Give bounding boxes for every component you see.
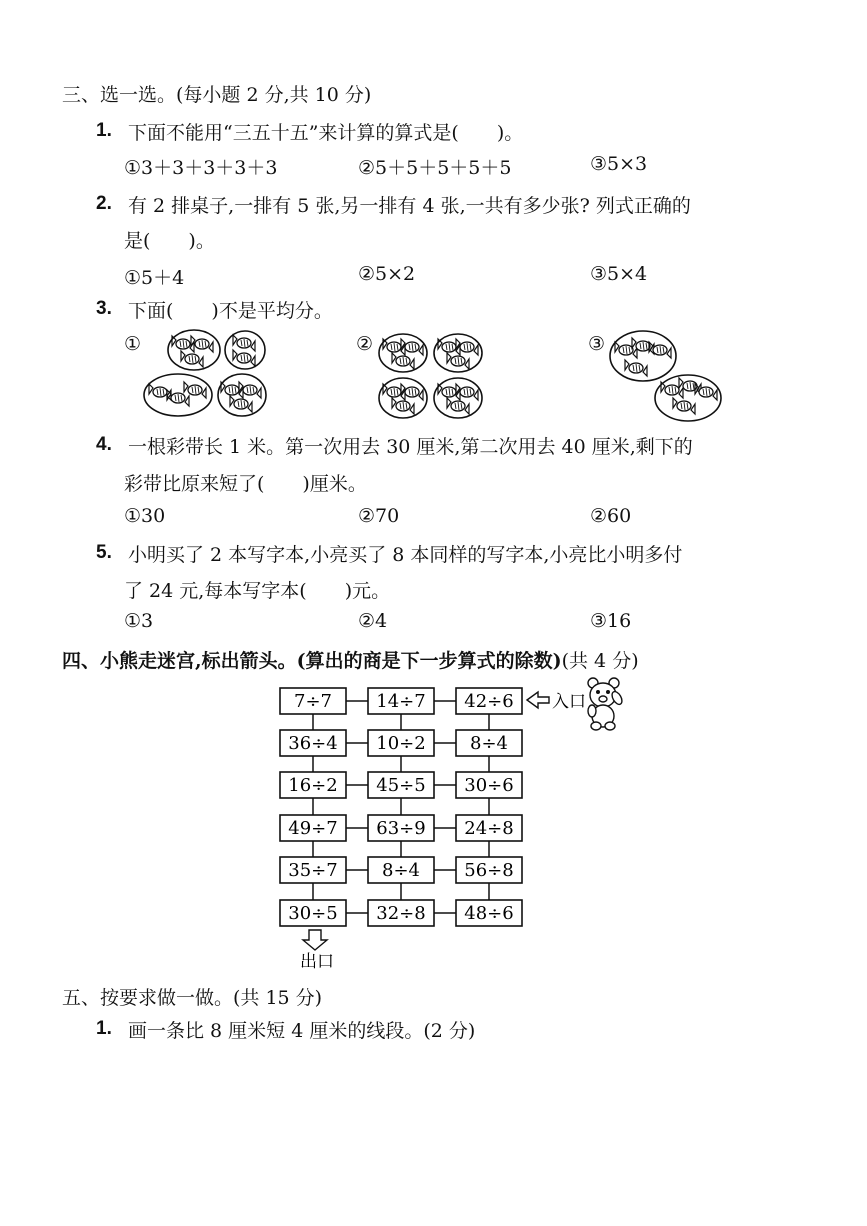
q4-text-line1: 一根彩带长 1 米。第一次用去 30 厘米,第二次用去 40 厘米,剩下的 [128, 436, 693, 458]
q5-option-2: ②4 [358, 610, 388, 632]
q5-text-line1: 小明买了 2 本写字本,小亮买了 8 本同样的写字本,小亮比小明多付 [128, 544, 683, 566]
maze-cell-expression: 16÷2 [288, 775, 338, 796]
maze-cell-expression: 45÷5 [376, 775, 426, 796]
maze-cell-expression: 24÷8 [464, 818, 514, 839]
section4-title-score: (共 4 分) [561, 650, 639, 672]
maze-cell-expression: 56÷8 [464, 860, 514, 881]
q4-option-3: ②60 [590, 505, 632, 527]
q2-option-2: ②5×2 [358, 263, 416, 285]
q2-number: 2. [96, 193, 112, 214]
q3-option-3-label: ③ [588, 333, 606, 355]
q2-option-1: ①5＋4 [124, 267, 185, 289]
maze-cell [280, 730, 346, 756]
q3-option-2-label: ② [356, 333, 374, 355]
maze-cell [368, 857, 434, 883]
s5-q1-text: 画一条比 8 厘米短 4 厘米的线段。(2 分) [128, 1020, 476, 1042]
q2-text-line1: 有 2 排桌子,一排有 5 张,另一排有 4 张,一共有多少张? 列式正确的 [128, 195, 691, 217]
maze-cell [368, 688, 434, 714]
q4-text-line2: 彩带比原来短了( )厘米。 [124, 473, 367, 495]
q1-option-2: ②5＋5＋5＋5＋5 [358, 157, 512, 179]
entrance-label: 入口 [552, 692, 586, 712]
maze-cell [456, 900, 522, 926]
maze-cell [368, 772, 434, 798]
q5-text-line2: 了 24 元,每本写字本( )元。 [124, 580, 391, 602]
q4-option-1: ①30 [124, 505, 166, 527]
maze-cell [280, 857, 346, 883]
section5-title: 五、按要求做一做。(共 15 分) [62, 987, 323, 1009]
maze-cell [456, 772, 522, 798]
q2-text-line2: 是( )。 [124, 230, 215, 252]
q5-option-3: ③16 [590, 610, 632, 632]
maze-cell-expression: 36÷4 [288, 733, 338, 754]
s5-q1-number: 1. [96, 1018, 112, 1039]
maze-cell [368, 900, 434, 926]
q3-option-1-label: ① [124, 333, 142, 355]
maze-cell-expression: 8÷4 [382, 860, 420, 881]
maze-cell [280, 900, 346, 926]
q4-option-2: ②70 [358, 505, 400, 527]
maze-cell-expression: 30÷5 [288, 903, 338, 924]
maze-cell-expression: 49÷7 [288, 818, 338, 839]
bear-icon [588, 678, 624, 730]
q1-number: 1. [96, 120, 112, 141]
q1-text: 下面不能用“三五十五”来计算的算式是( )。 [128, 122, 524, 144]
q3-text: 下面( )不是平均分。 [128, 300, 333, 322]
section4-title-main: 四、小熊走迷宫,标出箭头。(算出的商是下一步算式的除数) [62, 650, 562, 672]
maze-cell-expression: 10÷2 [376, 733, 426, 754]
maze-cell [456, 857, 522, 883]
maze-cell-expression: 8÷4 [470, 733, 508, 754]
q2-option-3: ③5×4 [590, 263, 648, 285]
maze-cell-expression: 32÷8 [376, 903, 426, 924]
q3-number: 3. [96, 298, 112, 319]
maze-cell [456, 730, 522, 756]
q4-number: 4. [96, 434, 112, 455]
maze-cell [368, 815, 434, 841]
maze-cell-expression: 14÷7 [376, 691, 426, 712]
maze-cell-expression: 63÷9 [376, 818, 426, 839]
maze-cell-expression: 30÷6 [464, 775, 514, 796]
q1-option-3: ③5×3 [590, 153, 648, 175]
maze-cell-expression: 42÷6 [464, 691, 514, 712]
maze-cell [280, 815, 346, 841]
maze-cell [456, 815, 522, 841]
maze-cell [280, 688, 346, 714]
exit-label: 出口 [300, 952, 334, 972]
maze-cell-expression: 7÷7 [294, 691, 332, 712]
maze-cell [456, 688, 522, 714]
section3-title: 三、选一选。(每小题 2 分,共 10 分) [62, 84, 372, 106]
maze-cell [280, 772, 346, 798]
q5-number: 5. [96, 542, 112, 563]
q5-option-1: ①3 [124, 610, 154, 632]
maze-cell-expression: 48÷6 [464, 903, 514, 924]
maze-cell [368, 730, 434, 756]
exit-arrow-icon [303, 930, 327, 950]
maze-cell-expression: 35÷7 [288, 860, 338, 881]
entrance-arrow-icon [527, 692, 549, 708]
q1-option-1: ①3＋3＋3＋3＋3 [124, 157, 278, 179]
